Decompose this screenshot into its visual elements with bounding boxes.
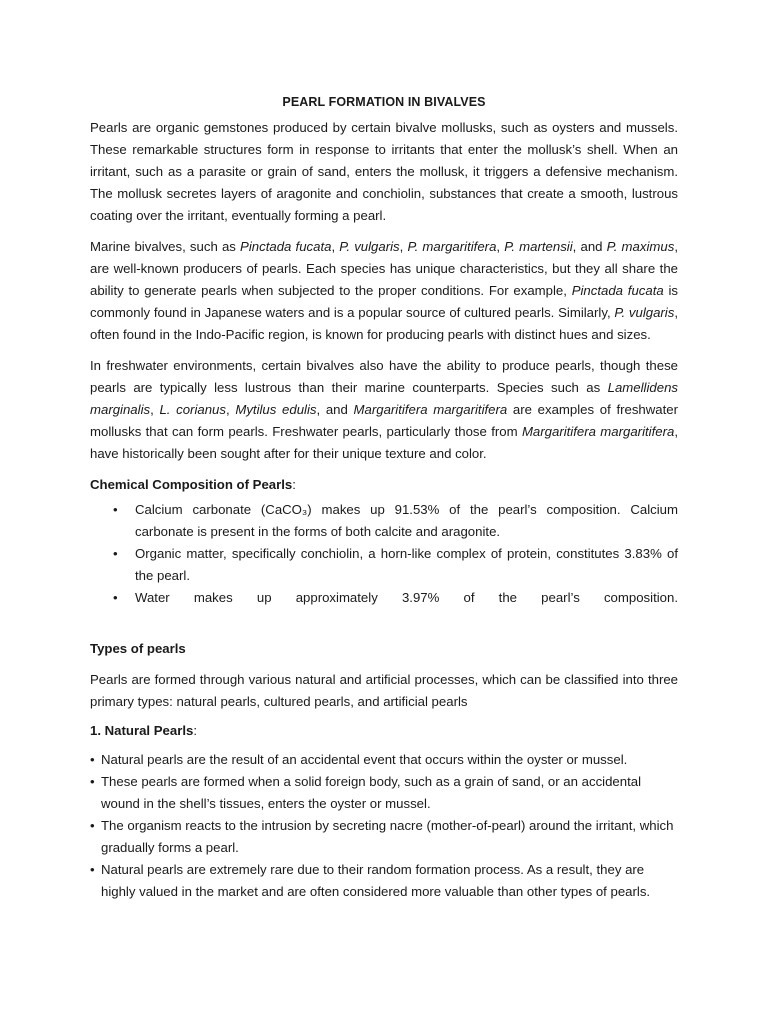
list-item: • Calcium carbonate (CaCO₃) makes up 91.53% of the pearl’s composition. Calcium carbonate is present in the forms of both calcite and aragonite. xyxy=(90,499,678,543)
list-item: • Natural pearls are the result of an accidental event that occurs within the oyster or mussel. xyxy=(90,749,678,771)
natural-pearls-list xyxy=(90,749,678,903)
document-page xyxy=(90,92,678,903)
chemical-composition-list xyxy=(90,499,678,609)
natural-pearls-heading: 1. Natural Pearls: xyxy=(90,723,198,738)
list-item: • These pearls are formed when a solid foreign body, such as a grain of sand, or an accidental wound in the shell’s tissues, enters the oyster or mussel. xyxy=(90,771,678,815)
species-name: Margaritifera margaritifera xyxy=(353,402,508,417)
freshwater-paragraph: In freshwater environments, certain bivalves also have the ability to produce pearls, though these pearls are typically less lustrous than their marine counterparts. Species such as Lamellidens marginalis, L. corianus, Mytilus edulis, and Margaritifera margaritifera are examples of freshwater mollusks that can form pearls. Freshwater pearls, particularly those from Margaritifera margaritifera, have historically been sought after for their unique texture and color. xyxy=(90,358,679,461)
species-name: Pinctada fucata xyxy=(571,283,664,298)
list-item: • Water makes up approximately 3.97% of the pearl’s composition. xyxy=(90,587,678,609)
bullet-icon: • xyxy=(113,590,118,605)
marine-bivalves-paragraph: Marine bivalves, such as Pinctada fucata, P. vulgaris, P. margaritifera, P. martensii, and P. maximus, are well-known producers of pearls. Each species has unique characteristics, but they all share the ability to generate pearls when subjected to the proper conditions. For example, Pinctada fucata is commonly found in Japanese waters and is a popular source of cultured pearls. Similarly, P. vulgaris, often found in the Indo-Pacific region, is known for producing pearls with distinct hues and sizes. xyxy=(90,239,678,342)
species-name: Mytilus edulis xyxy=(235,402,317,417)
bullet-icon: • xyxy=(90,818,95,833)
types-intro-paragraph: Pearls are formed through various natural and artificial processes, which can be classified into three primary types: natural pearls, cultured pearls, and artificial pearls xyxy=(90,672,678,709)
species-name: P. vulgaris xyxy=(339,239,400,254)
list-item: • Natural pearls are extremely rare due to their random formation process. As a result, they are highly valued in the market and are often considered more valuable than other types of pearls. xyxy=(90,859,678,903)
species-name: P. margaritifera xyxy=(407,239,497,254)
bullet-icon: • xyxy=(113,546,118,561)
bullet-icon: • xyxy=(90,774,95,789)
species-name: P. vulgaris xyxy=(614,305,675,320)
document-title: PEARL FORMATION IN BIVALVES xyxy=(282,95,486,109)
species-name: P. martensii xyxy=(504,239,573,254)
list-item: • Organic matter, specifically conchiolin, a horn-like complex of protein, constitutes 3.83% of the pearl. xyxy=(90,543,678,587)
types-of-pearls-heading: Types of pearls xyxy=(90,641,186,656)
species-name: Lamellidens marginalis xyxy=(90,380,678,417)
species-name: Margaritifera margaritifera xyxy=(521,424,675,439)
species-name: Pinctada fucata xyxy=(240,239,332,254)
species-name: P. maximus xyxy=(606,239,675,254)
chemical-composition-heading: Chemical Composition of Pearls: xyxy=(90,477,296,492)
bullet-icon: • xyxy=(90,862,95,877)
bullet-icon: • xyxy=(90,752,95,767)
bullet-icon: • xyxy=(113,502,118,517)
intro-paragraph: Pearls are organic gemstones produced by certain bivalve mollusks, such as oysters and mussels. These remarkable structures form in response to irritants that enter the mollusk’s shell. When an irritant, such as a parasite or grain of sand, enters the mollusk, it triggers a defensive mechanism. The mollusk secretes layers of aragonite and conchiolin, substances that create a smooth, lustrous coating over the irritant, eventually forming a pearl. xyxy=(90,120,678,223)
list-item: • The organism reacts to the intrusion by secreting nacre (mother-of-pearl) around the irritant, which gradually forms a pearl. xyxy=(90,815,678,859)
species-name: L. corianus xyxy=(159,402,226,417)
